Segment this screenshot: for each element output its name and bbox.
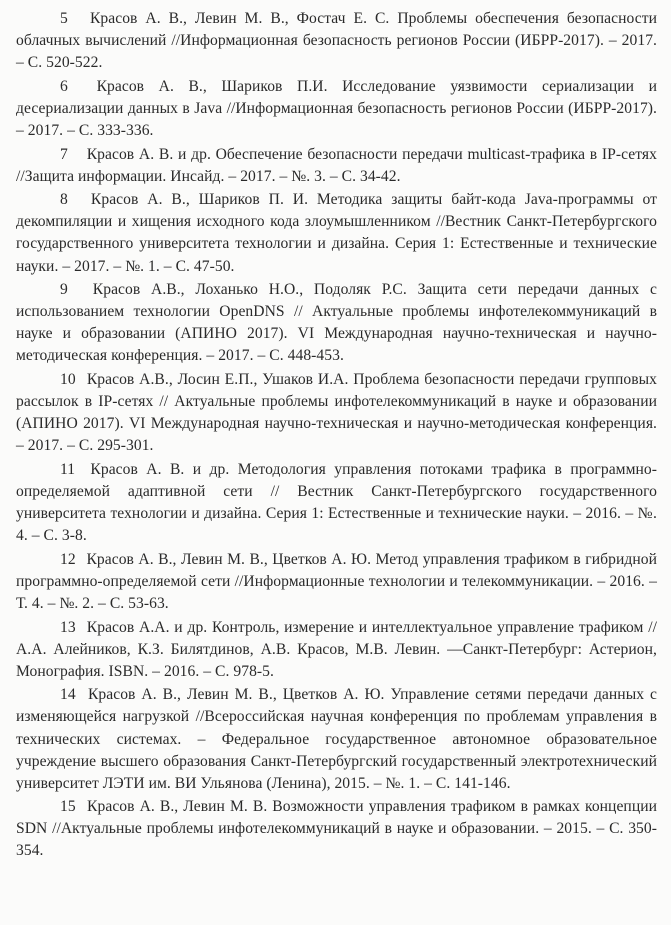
reference-number: 14 bbox=[60, 686, 76, 704]
reference-text: Красов А. В., Шариков П. И. Методика защиты байт-кода Java-программы от декомпиляции и хищения исходного кода злоумышленником //Вестник Санкт-Петербургского государственного университета технологии и дизайна. Серия 1: Естественные и технические науки. – 2017. – №. 1. – С. 47-50. bbox=[16, 191, 657, 275]
reference-number: 7 bbox=[60, 145, 68, 163]
reference-item-8 bbox=[16, 189, 657, 277]
reference-item-6 bbox=[16, 76, 657, 142]
reference-text: Красов А. В. и др. Обеспечение безопасности передачи multicast-трафика в IP-сетях //Защита информации. Инсайд. – 2017. – №. 3. – С. 34-42. bbox=[16, 145, 657, 185]
reference-item-14 bbox=[16, 684, 657, 794]
reference-number: 15 bbox=[60, 798, 76, 816]
reference-number: 9 bbox=[60, 281, 68, 299]
reference-text: Красов А. В., Левин М. В., Фостач Е. С. Проблемы обеспечения безопасности облачных вычислений //Информационная безопасность регионов России (ИБРР-2017). – 2017. – С. 520-522. bbox=[16, 10, 657, 72]
reference-text: Красов А. В., Левин М. В., Цветков А. Ю. Управление сетями передачи данных с изменяющейся нагрузкой //Всероссийская научная конференция по проблемам управления в технических системах. – Федеральное государственное автономное образовательное учреждение высшего образования Санкт-Петербургский государственный электротехнический университет ЛЭТИ им. ВИ Ульянова (Ленина), 2015. – №. 1. – С. 141-146. bbox=[16, 686, 657, 792]
reference-item-13 bbox=[16, 617, 657, 683]
reference-number: 5 bbox=[60, 10, 68, 27]
reference-item-9 bbox=[16, 279, 657, 367]
reference-item-10 bbox=[16, 369, 657, 457]
reference-item-5 bbox=[16, 8, 657, 74]
reference-number: 8 bbox=[60, 191, 68, 209]
reference-text: Красов А.В., Лоханько Н.О., Подоляк Р.С. Защита сети передачи данных с использованием технологии OpenDNS // Актуальные проблемы инфотелекоммуникаций в науке и образовании (АПИНО 2017). VI Международная научно-техническая и научно-методическая конференция. – 2017. – С. 448-453. bbox=[16, 281, 657, 365]
reference-text: Красов А. В., Левин М. В. Возможности управления трафиком в рамках концепции SDN //Актуальные проблемы инфотелекоммуникаций в науке и образовании. – 2015. – С. 350-354. bbox=[16, 798, 658, 860]
reference-text: Красов А. В., Шариков П.И. Исследование уязвимости сериализации и десериализации данных в Java //Информационная безопасность регионов России (ИБРР-2017). – 2017. – С. 333-336. bbox=[16, 77, 658, 139]
reference-number: 6 bbox=[60, 77, 68, 95]
reference-number: 11 bbox=[60, 460, 76, 478]
reference-text: Красов А. В. и др. Методология управления потоками трафика в программно-определяемой адаптивной сети // Вестник Санкт-Петербургского государственного университета технологии и дизайна. Серия 1: Естественные и технические науки. – 2016. – №. 4. – С. 3-8. bbox=[16, 460, 657, 545]
reference-item-7 bbox=[16, 144, 657, 188]
reference-number: 12 bbox=[60, 550, 76, 568]
reference-text: Красов А.В., Лосин Е.П., Ушаков И.А. Проблема безопасности передачи групповых рассылок в IP-сетях // Актуальные проблемы инфотелекоммуникаций в науке и образовании (АПИНО 2017). VI Международная научно-техническая и научно-методическая конференция. – 2017. – С. 295-301. bbox=[16, 371, 658, 455]
reference-text: Красов А. В., Левин М. В., Цветков А. Ю. Метод управления трафиком в гибридной программно-определяемой сети //Информационные технологии и телекоммуникации. – 2016. – Т. 4. – №. 2. – С. 53-63. bbox=[16, 550, 657, 612]
reference-item-15 bbox=[16, 796, 657, 862]
reference-item-12 bbox=[16, 549, 657, 615]
reference-number: 10 bbox=[60, 371, 76, 388]
reference-text: Красов А.А. и др. Контроль, измерение и интеллектуальное управление трафиком //А.А. Алейников, К.З. Билятдинов, А.В. Красов, М.В. Левин. —Санкт-Петербург: Астерион, Монография. ISBN. – 2016. – С. 978-5. bbox=[16, 618, 657, 680]
reference-number: 13 bbox=[60, 618, 76, 636]
reference-item-11 bbox=[16, 459, 657, 547]
